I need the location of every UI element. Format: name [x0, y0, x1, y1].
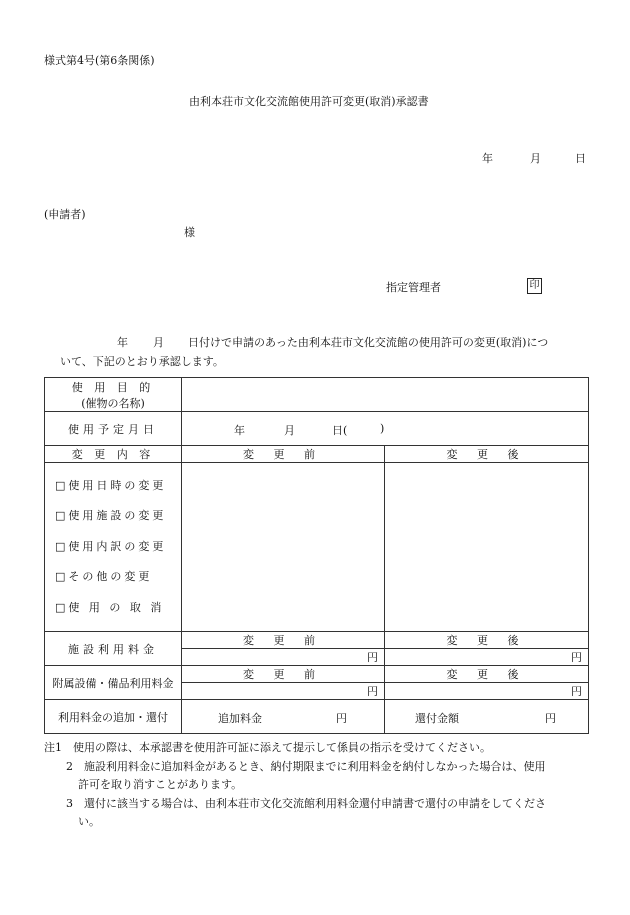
change-content-label: 変 更 内 容 [45, 446, 182, 463]
note-3-line1: 3 還付に該当する場合は、由利本荘市文化交流館利用料金還付申請書で還付の申請をしてくださ [66, 796, 546, 810]
equipment-fee-before-yen[interactable]: 円 [182, 683, 385, 700]
manager-label: 指定管理者 [386, 281, 441, 294]
equipment-fee-label: 附属設備・備品利用料金 [45, 666, 182, 700]
body-month: 月 [153, 336, 164, 349]
change-after-header: 変 更 後 [385, 446, 589, 463]
option-change-breakdown[interactable]: □使用内訳の変更 [55, 539, 167, 553]
date-day: 日( [332, 424, 348, 437]
adjustment-label: 利用料金の追加・還付 [45, 700, 182, 734]
equipment-fee-after-yen[interactable]: 円 [385, 683, 589, 700]
change-detail-row [45, 463, 589, 632]
applicant-honorific: 様 [184, 226, 195, 239]
facility-fee-after-yen[interactable]: 円 [385, 649, 589, 666]
equipment-fee-after-header: 変 更 後 [385, 666, 589, 683]
option-change-datetime[interactable]: □使用日時の変更 [55, 479, 167, 493]
purpose-label-line1: 使 用 目 的 [71, 380, 155, 394]
notes-section [44, 739, 594, 832]
form-number: 様式第4号(第6条関係) [44, 54, 155, 67]
date-label: 使用予定月日 [45, 412, 182, 446]
issue-date-month: 月 [530, 152, 541, 165]
purpose-row [45, 378, 589, 412]
applicant-label: (申請者) [44, 208, 86, 221]
body-text-line1: 日付けで申請のあった由利本荘市文化交流館の使用許可の変更(取消)につ [188, 336, 549, 349]
date-field[interactable] [182, 412, 589, 446]
date-close: ) [380, 422, 385, 435]
issue-date-day: 日 [575, 152, 586, 165]
date-row [45, 412, 589, 446]
note-3-line2: い。 [78, 815, 100, 828]
equipment-fee-row-top [45, 666, 589, 683]
date-year: 年 [234, 424, 245, 437]
option-change-facility[interactable]: □使用施設の変更 [55, 509, 167, 523]
facility-fee-after-header: 変 更 後 [385, 632, 589, 649]
note-1: 注1 使用の際は、本承認書を使用許可証に添えて提示して係員の指示を受けてください。 [44, 741, 491, 754]
refund-amount-field[interactable] [385, 700, 589, 734]
document-title: 由利本荘市文化交流館使用許可変更(取消)承認書 [189, 95, 429, 108]
additional-fee-label: 追加料金 [218, 712, 262, 725]
change-before-field[interactable] [182, 463, 385, 632]
facility-fee-before-header: 変 更 前 [182, 632, 385, 649]
purpose-label [45, 378, 182, 412]
additional-fee-yen: 円 [336, 712, 347, 725]
facility-fee-row-top [45, 632, 589, 649]
additional-fee-field[interactable] [182, 700, 385, 734]
body-text-line2: いて、下記のとおり承認します。 [60, 355, 224, 368]
option-change-other[interactable]: □その他の変更 [55, 570, 153, 584]
refund-amount-label: 還付金額 [415, 712, 459, 725]
note-2-line2: 許可を取り消すことがあります。 [78, 778, 243, 791]
body-year: 年 [117, 336, 128, 349]
adjustment-row [45, 700, 589, 734]
facility-fee-label: 施設利用料金 [45, 632, 182, 666]
change-after-field[interactable] [385, 463, 589, 632]
change-header-row [45, 446, 589, 463]
refund-amount-yen: 円 [545, 712, 556, 725]
seal-mark: 印 [527, 278, 542, 294]
option-cancel[interactable]: □使 用 の 取 消 [55, 600, 165, 614]
equipment-fee-before-header: 変 更 前 [182, 666, 385, 683]
date-month: 月 [284, 424, 295, 437]
facility-fee-before-yen[interactable]: 円 [182, 649, 385, 666]
purpose-label-line2: (催物の名称) [81, 396, 145, 410]
change-options [45, 463, 182, 632]
approval-form-table [44, 377, 589, 734]
change-before-header: 変 更 前 [182, 446, 385, 463]
purpose-field[interactable] [182, 378, 589, 412]
note-2-line1: 2 施設利用料金に追加料金があるとき、納付期限までに利用料金を納付しなかった場合は、使用 [66, 759, 546, 773]
issue-date-year: 年 [482, 152, 493, 165]
